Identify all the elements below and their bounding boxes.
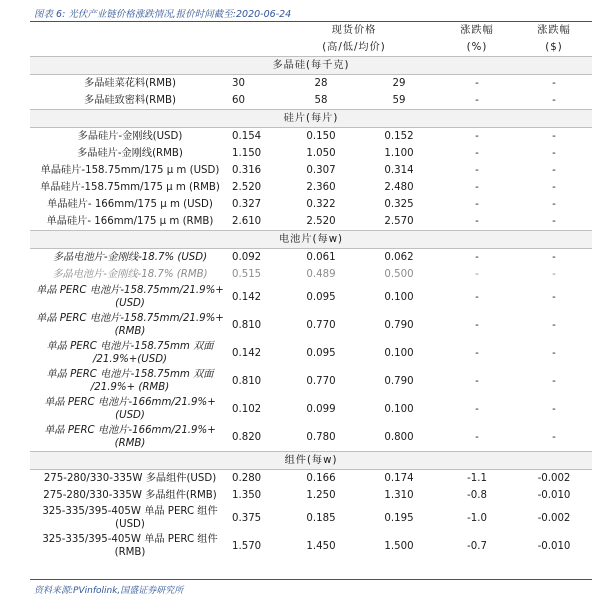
row-change-pct: - xyxy=(475,431,479,443)
header-spot-price: 现货价格 xyxy=(331,25,377,36)
row-change-usd: - xyxy=(552,291,556,303)
row-high: 0.375 xyxy=(232,512,262,524)
row-high: 2.610 xyxy=(232,216,262,227)
row-avg: 0.174 xyxy=(384,473,414,484)
row-high: 30 xyxy=(232,78,245,89)
row-avg: 1.100 xyxy=(384,148,414,159)
row-change-pct: - xyxy=(475,375,479,387)
price-table xyxy=(30,22,592,560)
row-change-pct: - xyxy=(475,252,479,263)
row-change-usd: -0.010 xyxy=(537,540,571,552)
table-row xyxy=(30,504,592,532)
row-avg: 2.570 xyxy=(384,216,414,227)
row-high: 0.280 xyxy=(232,473,262,484)
row-low: 0.489 xyxy=(306,269,336,280)
row-high: 0.810 xyxy=(232,375,262,387)
row-low: 1.250 xyxy=(306,490,336,501)
row-avg: 0.325 xyxy=(384,199,414,210)
table-row xyxy=(30,339,592,367)
row-low: 0.770 xyxy=(306,375,336,387)
row-avg: 1.500 xyxy=(384,540,414,552)
table-row xyxy=(30,532,592,560)
row-low: 0.095 xyxy=(306,291,336,303)
table-row xyxy=(30,283,592,311)
row-change-usd: - xyxy=(552,347,556,359)
row-name: 多晶硅片-金刚线(USD) xyxy=(77,131,183,142)
row-high: 1.570 xyxy=(232,540,262,552)
row-low: 0.095 xyxy=(306,347,336,359)
table-row xyxy=(30,128,592,146)
row-name: 单晶 PERC 电池片-158.75mm 双面 /21.9%+ (RMB) xyxy=(46,369,214,393)
row-low: 0.185 xyxy=(306,512,336,524)
row-high: 0.515 xyxy=(232,269,262,280)
row-low: 0.150 xyxy=(306,131,336,142)
section-header xyxy=(30,231,592,249)
row-high: 1.150 xyxy=(232,148,262,159)
row-change-pct: - xyxy=(475,182,479,193)
section-title: 电池片(每w) xyxy=(30,231,592,249)
row-name: 单晶硅片- 166mm/175 μ m (USD) xyxy=(47,199,213,210)
section-header xyxy=(30,57,592,75)
row-high: 2.520 xyxy=(232,182,262,193)
row-low: 1.450 xyxy=(306,540,336,552)
row-name: 单晶硅片-158.75mm/175 μ m (USD) xyxy=(40,165,220,176)
row-change-usd: - xyxy=(552,182,556,193)
row-avg: 0.790 xyxy=(384,375,414,387)
row-low: 0.099 xyxy=(306,403,336,415)
row-change-usd: - xyxy=(552,95,556,106)
row-low: 58 xyxy=(314,95,328,106)
row-change-pct: - xyxy=(475,131,479,142)
row-avg: 0.100 xyxy=(384,347,414,359)
row-change-usd: - xyxy=(552,131,556,142)
row-avg: 0.152 xyxy=(384,131,414,142)
row-low: 28 xyxy=(314,78,328,89)
section-title: 硅片(每片) xyxy=(30,110,592,128)
row-low: 0.770 xyxy=(306,319,336,331)
row-avg: 0.500 xyxy=(384,269,414,280)
row-change-pct: -0.7 xyxy=(467,540,487,552)
row-name: 单晶 PERC 电池片-158.75mm/21.9%+ (USD) xyxy=(36,285,224,309)
row-name: 多晶硅菜花料(RMB) xyxy=(84,78,176,89)
row-change-usd: - xyxy=(552,199,556,210)
row-avg: 0.314 xyxy=(384,165,414,176)
row-name: 275-280/330-335W 多晶组件(USD) xyxy=(43,473,217,484)
row-avg: 1.310 xyxy=(384,490,414,501)
row-change-usd: - xyxy=(552,431,556,443)
table-row xyxy=(30,423,592,452)
table-row xyxy=(30,249,592,267)
section-title: 多晶硅(每千克) xyxy=(30,57,592,75)
table-row xyxy=(30,196,592,213)
row-change-usd: - xyxy=(552,165,556,176)
source-note: 资料来源:PVinfolink,国盛证券研究所 xyxy=(34,586,184,596)
row-high: 0.820 xyxy=(232,431,262,443)
bottom-rule xyxy=(30,579,592,580)
table-row xyxy=(30,470,592,488)
header-usd-unit: ($) xyxy=(545,42,563,53)
row-high: 0.810 xyxy=(232,319,262,331)
table-row xyxy=(30,92,592,110)
row-name: 275-280/330-335W 多晶组件(RMB) xyxy=(43,490,217,501)
row-change-usd: - xyxy=(552,319,556,331)
row-high: 0.154 xyxy=(232,131,262,142)
row-avg: 0.800 xyxy=(384,431,414,443)
row-name: 单晶 PERC 电池片-158.75mm/21.9%+ (RMB) xyxy=(36,313,224,337)
row-low: 2.360 xyxy=(306,182,336,193)
table-row xyxy=(30,75,592,93)
row-avg: 59 xyxy=(392,95,406,106)
row-low: 0.061 xyxy=(306,252,336,263)
row-change-pct: - xyxy=(475,148,479,159)
row-low: 0.166 xyxy=(306,473,336,484)
row-change-pct: - xyxy=(475,347,479,359)
row-avg: 0.062 xyxy=(384,252,414,263)
row-name: 单晶 PERC 电池片-166mm/21.9%+ (RMB) xyxy=(44,425,216,449)
row-name: 单晶 PERC 电池片-158.75mm 双面 /21.9%+(USD) xyxy=(46,341,214,365)
table-row xyxy=(30,487,592,504)
table-row xyxy=(30,145,592,162)
row-low: 2.520 xyxy=(306,216,336,227)
header-row-1 xyxy=(30,22,592,39)
row-change-usd: - xyxy=(552,78,556,89)
row-low: 1.050 xyxy=(306,148,336,159)
table-row xyxy=(30,395,592,423)
row-name: 单晶硅片-158.75mm/175 μ m (RMB) xyxy=(40,182,220,193)
header-spot-price-sub: (高/低/均价) xyxy=(322,42,386,53)
row-name: 多晶电池片-金刚线-18.7% (USD) xyxy=(52,252,208,263)
row-change-pct: - xyxy=(475,199,479,210)
table-row xyxy=(30,179,592,196)
row-change-usd: - xyxy=(552,216,556,227)
row-change-usd: -0.002 xyxy=(537,473,571,484)
row-high: 0.092 xyxy=(232,252,262,263)
table-row xyxy=(30,311,592,339)
row-name: 多晶硅片-金刚线(RMB) xyxy=(77,148,183,159)
table-row xyxy=(30,367,592,395)
row-change-pct: - xyxy=(475,78,479,89)
section-header xyxy=(30,110,592,128)
row-high: 60 xyxy=(232,95,245,106)
header-change-usd: 涨跌幅 xyxy=(537,25,571,36)
row-change-pct: - xyxy=(475,165,479,176)
row-avg: 0.100 xyxy=(384,403,414,415)
row-low: 0.780 xyxy=(306,431,336,443)
row-name: 325-335/395-405W 单晶 PERC 组件 (RMB) xyxy=(42,534,218,558)
row-change-usd: - xyxy=(552,148,556,159)
row-high: 0.327 xyxy=(232,199,262,210)
section-title: 组件(每w) xyxy=(30,452,592,470)
row-change-usd: - xyxy=(552,252,556,263)
row-change-pct: -1.1 xyxy=(467,473,487,484)
row-change-usd: - xyxy=(552,375,556,387)
row-low: 0.307 xyxy=(306,165,336,176)
row-avg: 0.195 xyxy=(384,512,414,524)
header-row-2 xyxy=(30,39,592,57)
row-high: 0.142 xyxy=(232,291,262,303)
row-high: 1.350 xyxy=(232,490,262,501)
row-name: 单晶 PERC 电池片-166mm/21.9%+ (USD) xyxy=(44,397,216,421)
row-high: 0.316 xyxy=(232,165,262,176)
row-avg: 0.790 xyxy=(384,319,414,331)
row-change-usd: -0.002 xyxy=(537,512,571,524)
row-low: 0.322 xyxy=(306,199,336,210)
row-avg: 29 xyxy=(392,78,406,89)
row-change-pct: - xyxy=(475,291,479,303)
section-header xyxy=(30,452,592,470)
row-change-pct: -1.0 xyxy=(467,512,487,524)
row-change-pct: - xyxy=(475,95,479,106)
row-avg: 2.480 xyxy=(384,182,414,193)
row-change-pct: - xyxy=(475,319,479,331)
row-change-pct: - xyxy=(475,269,479,280)
row-change-usd: - xyxy=(552,403,556,415)
row-change-pct: - xyxy=(475,216,479,227)
row-name: 325-335/395-405W 单晶 PERC 组件 (USD) xyxy=(42,506,218,530)
row-name: 多晶硅致密料(RMB) xyxy=(84,95,176,106)
table-row xyxy=(30,266,592,283)
row-high: 0.142 xyxy=(232,347,262,359)
header-change-pct: 涨跌幅 xyxy=(460,25,494,36)
table-row xyxy=(30,162,592,179)
row-name: 单晶硅片- 166mm/175 μ m (RMB) xyxy=(46,216,214,227)
header-pct-unit: (%) xyxy=(466,42,488,53)
row-change-usd: -0.010 xyxy=(537,490,571,501)
row-change-pct: -0.8 xyxy=(467,490,487,501)
row-avg: 0.100 xyxy=(384,291,414,303)
row-name: 多晶电池片-金刚线-18.7% (RMB) xyxy=(52,269,208,280)
row-high: 0.102 xyxy=(232,403,262,415)
figure-caption: 图表 6: 光伏产业链价格涨跌情况,报价时间截至:2020-06-24 xyxy=(34,9,292,20)
table-row xyxy=(30,213,592,231)
row-change-pct: - xyxy=(475,403,479,415)
row-change-usd: - xyxy=(552,269,556,280)
